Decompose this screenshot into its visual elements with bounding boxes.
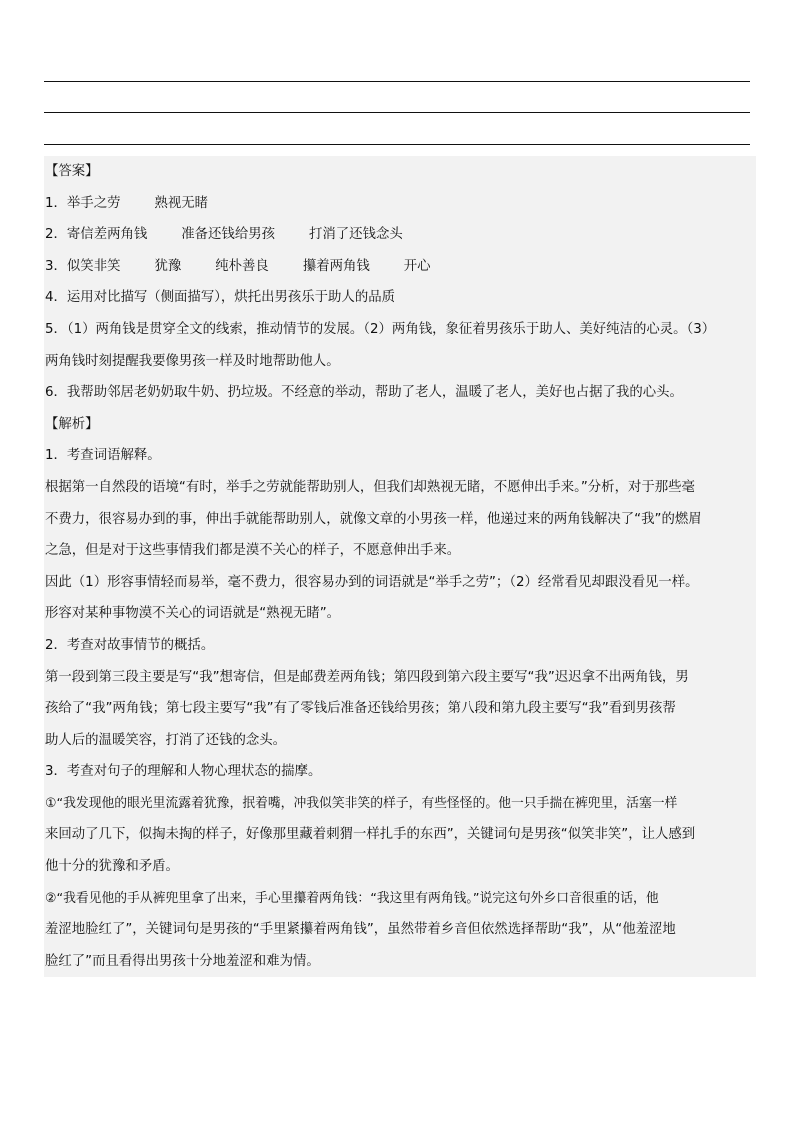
answer-4: 4．运用对比描写（侧面描写），烘托出男孩乐于助人的品质	[45, 290, 395, 306]
analysis-q1-para1-line: 不费力，很容易办到的事，伸出手就能帮助别人，就像文章的小男孩一样，他递过来的两角钱解决了“我”的燃眉	[45, 511, 702, 527]
analysis-q2-title: 2．考查对故事情节的概括。	[45, 637, 215, 653]
analysis-q1-para2-line: 因此（1）形容事情轻而易举，毫不费力，很容易办到的词语就是“举手之劳”；（2）经常看见却跟没看见一样。	[45, 574, 699, 590]
answer-heading: 【答案】	[45, 164, 99, 179]
analysis-q3-para2-line: ②“我看见他的手从裤兜里拿了出来，手心里攥着两角钱：“我这里有两角钱。”说完这句外乡口音很重的话，他	[45, 890, 659, 906]
analysis-q3-title: 3．考查对句子的理解和人物心理状态的揣摩。	[45, 764, 322, 780]
answer-1: 1．举手之劳 熟视无睹	[45, 195, 209, 211]
analysis-q3-para1-line: ①“我发现他的眼光里流露着犹豫，抿着嘴，冲我似笑非笑的样子，有些怪怪的。他一只手揣在裤兜里，活塞一样	[45, 795, 678, 811]
analysis-q3-para1-line: 来回动了几下，似掏未掏的样子，好像那里藏着刺猬一样扎手的东西”，关键词句是男孩“似笑非笑”，让人感到	[45, 827, 696, 843]
answer-content	[44, 156, 756, 977]
answer-5-line-1: 5．（1）两角钱是贯穿全文的线索，推动情节的发展。（2）两角钱，象征着男孩乐于助人、美好纯洁的心灵。（3）	[45, 321, 716, 337]
answer-3: 3．似笑非笑 犹豫 纯朴善良 攥着两角钱 开心	[45, 258, 431, 274]
answer-5-line-2: 两角钱时刻提醒我要像男孩一样及时地帮助他人。	[45, 353, 340, 369]
analysis-heading: 【解析】	[45, 416, 99, 432]
analysis-q1-para2-line: 形容对某种事物漠不关心的词语就是“熟视无睹”。	[45, 606, 341, 622]
analysis-q1-title: 1．考查词语解释。	[45, 448, 161, 464]
blank-line	[44, 81, 750, 82]
blank-line	[44, 112, 750, 113]
analysis-q1-para1-line: 之急，但是对于这些事情我们都是漠不关心的样子，不愿意伸出手来。	[45, 543, 461, 559]
analysis-q2-para-line: 助人后的温暖笑容，打消了还钱的念头。	[45, 732, 287, 748]
analysis-q2-para-line: 第一段到第三段主要是写“我”想寄信，但是邮费差两角钱；第四段到第六段主要写“我”迟迟拿不出两角钱，男	[45, 669, 689, 685]
blank-line	[44, 144, 750, 145]
analysis-q3-para2-line: 脸红了”而且看得出男孩十分地羞涩和难为情。	[45, 953, 320, 969]
analysis-q3-para1-line: 他十分的犹豫和矛盾。	[45, 859, 179, 875]
answer-6: 6．我帮助邻居老奶奶取牛奶、扔垃圾。不经意的举动，帮助了老人，温暖了老人，美好也占据了我的心头。	[45, 385, 683, 401]
answer-2: 2．寄信差两角钱 准备还钱给男孩 打消了还钱念头	[45, 227, 403, 243]
analysis-q3-para2-line: 羞涩地脸红了”，关键词句是男孩的“手里紧攥着两角钱”，虽然带着乡音但依然选择帮助“我”，从“他羞涩地	[45, 922, 676, 938]
analysis-q1-para1-line: 根据第一自然段的语境“有时，举手之劳就能帮助别人，但我们却熟视无睹，不愿伸出手来。”分析，对于那些毫	[45, 479, 695, 495]
analysis-q2-para-line: 孩给了“我”两角钱；第七段主要写“我”有了零钱后准备还钱给男孩；第八段和第九段主要写“我”看到男孩帮	[45, 701, 676, 717]
